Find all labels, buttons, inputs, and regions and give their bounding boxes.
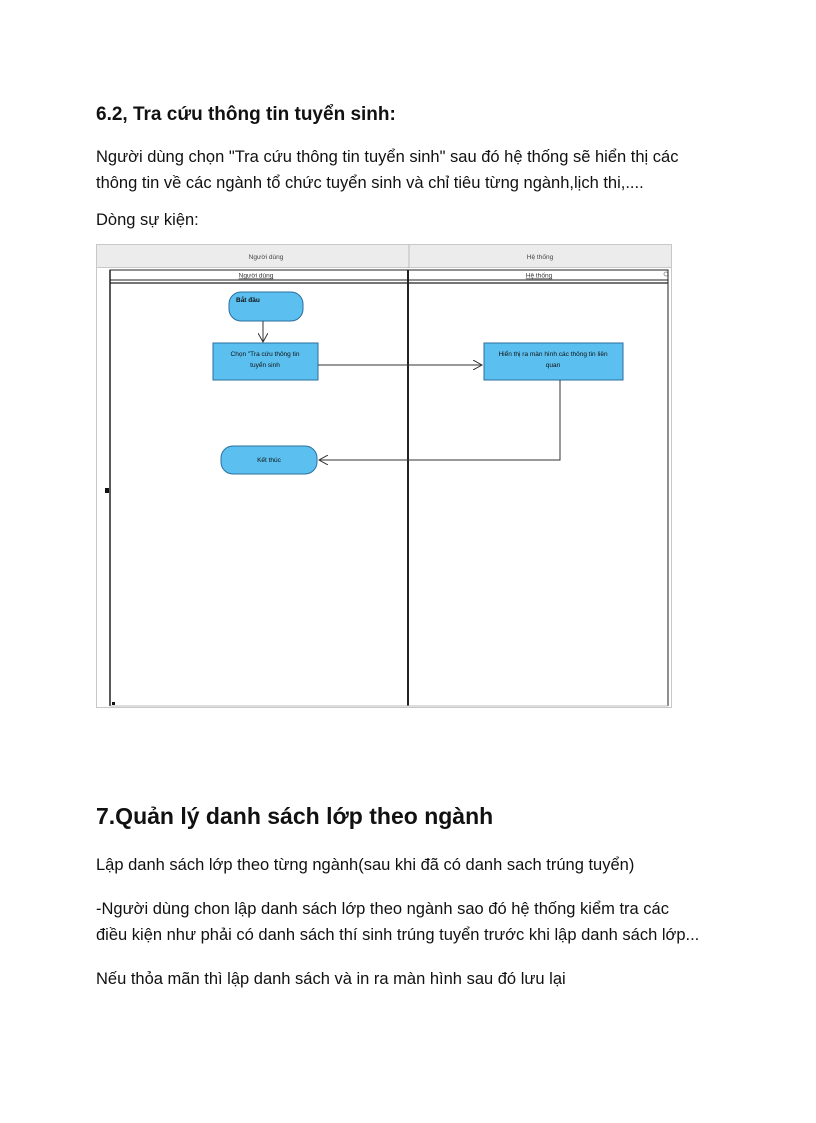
end-node-label: Kết thúc	[257, 457, 281, 464]
action-select-label-line2: tuyển sinh	[250, 362, 280, 369]
swimlane-header-band	[97, 245, 672, 268]
section-7-para3: Nếu thỏa mãn thì lập danh sách và in ra màn hình sau đó lưu lại	[96, 970, 566, 988]
section-7-para1: Lập danh sách lớp theo từng ngành(sau khi đã có danh sach trúng tuyển)	[96, 856, 635, 874]
event-flow-label: Dòng sự kiện:	[96, 211, 199, 229]
lane-system-title: Hệ thống	[525, 272, 553, 280]
lane-system-header: Hệ thống	[526, 254, 554, 261]
start-node-label: Bắt đầu	[236, 297, 260, 304]
action-display-label-line1: Hiển thị ra màn hình các thông tin liên	[498, 351, 608, 358]
action-display-label-line2: quan	[545, 362, 561, 369]
section-6-2-desc-line1: Người dùng chọn "Tra cứu thông tin tuyển sinh" sau đó hệ thống sẽ hiển thị các	[96, 148, 679, 166]
lane-user-header: Người dùng	[248, 254, 284, 261]
activity-diagram	[96, 244, 672, 709]
lane-user-title: Người dùng	[238, 272, 274, 280]
section-7-para2-line2: điều kiện như phải có danh sách thí sinh trúng tuyển trước khi lập danh sách lớp...	[96, 926, 700, 944]
section-6-2-heading: 6.2, Tra cứu thông tin tuyển sinh:	[96, 104, 396, 125]
section-6-2-desc-line2: thông tin về các ngành tổ chức tuyển sinh và chỉ tiêu từng ngành,lịch thi,....	[96, 174, 644, 192]
section-7-heading: 7.Quản lý danh sách lớp theo ngành	[96, 803, 494, 829]
section-7-para2-line1: -Người dùng chon lập danh sách lớp theo ngành sao đó hệ thống kiểm tra các	[96, 900, 669, 918]
action-select-label-line1: Chọn "Tra cứu thông tin	[230, 351, 300, 358]
diagram-frame	[97, 245, 672, 708]
